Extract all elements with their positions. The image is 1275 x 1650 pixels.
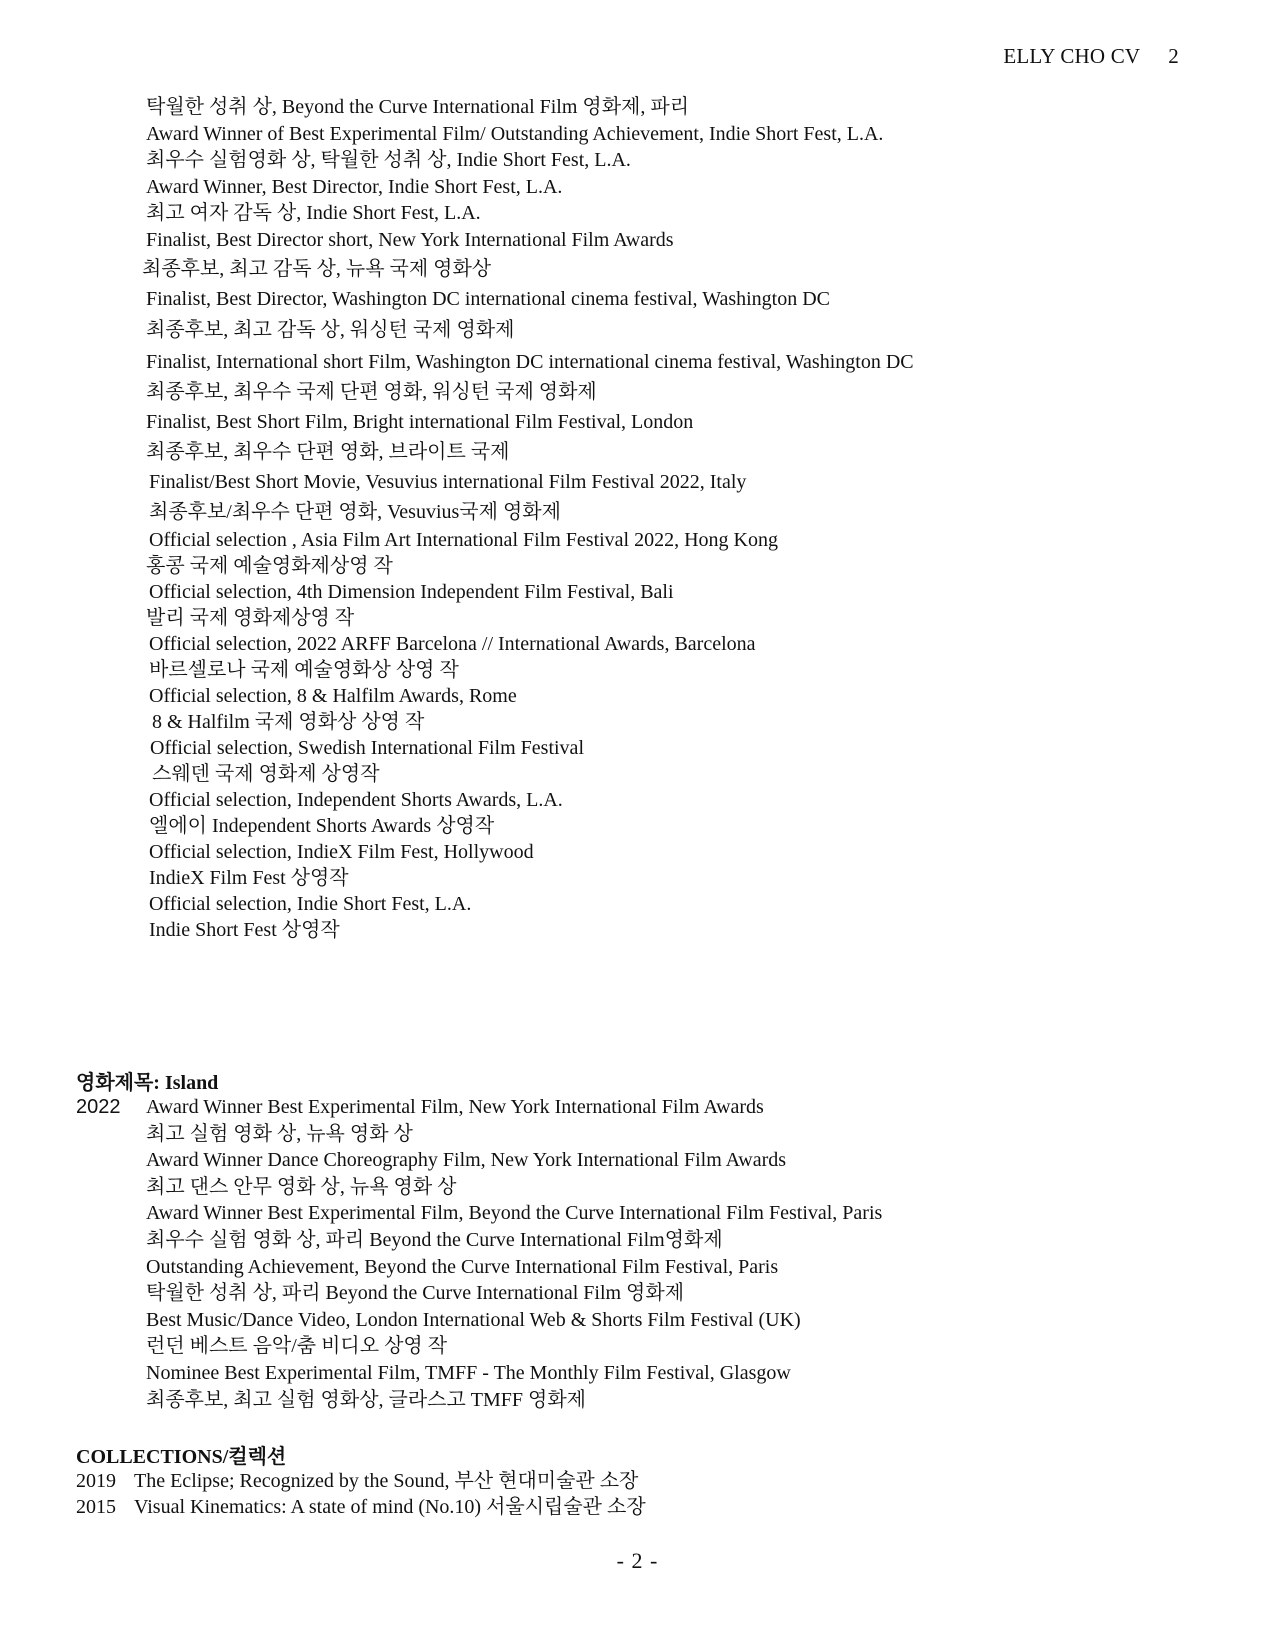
award-line: 발리 국제 영화제상영 작 [146,606,355,629]
award-line: Official selection, Swedish International Film Festival [150,736,584,759]
award-line: Official selection, Indie Short Fest, L.A. [149,892,472,915]
award-line: 바르셀로나 국제 예술영화상 상영 작 [149,658,459,681]
collection-item [76,1468,638,1494]
award-line: Finalist, Best Director short, New York International Film Awards [146,228,674,251]
island-award-line: 런던 베스트 음악/춤 비디오 상영 작 [146,1335,448,1358]
collection-year: 2019 [76,1470,116,1492]
awards-continued-list [142,94,1156,943]
award-line: Indie Short Fest 상영작 [149,918,340,941]
cv-title: ELLY CHO CV [1003,44,1141,68]
award-line: Finalist, International short Film, Washington DC international cinema festival, Washington DC [146,350,914,373]
island-award-line: Nominee Best Experimental Film, TMFF - The Monthly Film Festival, Glasgow [146,1361,791,1384]
award-line: 엘에이 Independent Shorts Awards 상영작 [149,814,495,837]
award-line: Official selection, IndieX Film Fest, Hollywood [149,840,534,863]
island-award-line: 탁월한 성취 상, 파리 Beyond the Curve International Film 영화제 [146,1282,685,1305]
collection-item [76,1494,646,1520]
award-line: 최종후보, 최고 감독 상, 워싱턴 국제 영화제 [146,318,515,341]
award-line: 최종후보, 최우수 국제 단편 영화, 워싱턴 국제 영화제 [146,380,597,403]
island-award-line: 최고 실험 영화 상, 뉴욕 영화 상 [146,1122,413,1145]
award-line: 홍콩 국제 예술영화제상영 작 [146,554,393,577]
collections-heading: COLLECTIONS/컬렉션 [76,1446,287,1468]
award-line: Official selection, 8 & Halfilm Awards, Rome [149,684,517,707]
award-line: Award Winner, Best Director, Indie Short Fest, L.A. [146,175,563,198]
award-line: 8 & Halfilm 국제 영화상 상영 작 [152,710,425,733]
island-award-line: Award Winner Best Experimental Film, Beyond the Curve International Film Festival, Paris [146,1202,883,1225]
award-line: 탁월한 성취 상, Beyond the Curve International Film 영화제, 파리 [146,96,690,118]
award-line: 최고 여자 감독 상, Indie Short Fest, L.A. [146,202,481,225]
award-line: Official selection , Asia Film Art International Film Festival 2022, Hong Kong [149,528,779,551]
award-line: 스웨덴 국제 영화제 상영작 [152,762,380,785]
island-award-line: 최종후보, 최고 실험 영화상, 글라스고 TMFF 영화제 [146,1388,587,1411]
award-line: 최우수 실험영화 상, 탁월한 성취 상, Indie Short Fest, L.A. [146,149,631,172]
island-award-line: Outstanding Achievement, Beyond the Curve International Film Festival, Paris [146,1255,779,1278]
collection-text: The Eclipse; Recognized by the Sound, 부산 현대미술관 소장 [134,1470,639,1492]
island-award-line: 최고 댄스 안무 영화 상, 뉴욕 영화 상 [146,1175,457,1198]
award-line: Award Winner of Best Experimental Film/ Outstanding Achievement, Indie Short Fest, L.A. [146,122,884,145]
award-line: Official selection, 2022 ARFF Barcelona // International Awards, Barcelona [149,632,756,655]
page-header [1003,44,1179,69]
award-line: Official selection, Independent Shorts Awards, L.A. [149,788,563,811]
award-line: 최종후보/최우수 단편 영화, Vesuvius국제 영화제 [149,500,561,523]
award-line: Official selection, 4th Dimension Independent Film Festival, Bali [149,580,674,603]
header-page-number: 2 [1168,44,1179,68]
island-award-line: Award Winner Best Experimental Film, New York International Film Awards [146,1096,764,1118]
island-heading: 영화제목: Island [76,1072,219,1094]
island-award-list [146,1094,882,1413]
award-line: Finalist, Best Director, Washington DC international cinema festival, Washington DC [146,287,831,310]
island-year: 2022 [76,1096,121,1118]
collection-year: 2015 [76,1496,116,1518]
island-award-line: 최우수 실험 영화 상, 파리 Beyond the Curve International Film영화제 [146,1228,723,1251]
award-line: Finalist/Best Short Movie, Vesuvius international Film Festival 2022, Italy [149,470,747,493]
award-line: 최종후보, 최고 감독 상, 뉴욕 국제 영화상 [142,257,492,280]
award-line: Finalist, Best Short Film, Bright international Film Festival, London [146,410,694,433]
collection-text: Visual Kinematics: A state of mind (No.10) 서울시립술관 소장 [134,1496,646,1518]
award-line: 최종후보, 최우수 단편 영화, 브라이트 국제 [146,440,510,463]
award-line: IndieX Film Fest 상영작 [149,866,349,889]
island-award-line: Award Winner Dance Choreography Film, New York International Film Awards [146,1149,787,1172]
island-award-line: Best Music/Dance Video, London International Web & Shorts Film Festival (UK) [146,1308,801,1331]
page-footer: - 2 - [616,1548,659,1573]
